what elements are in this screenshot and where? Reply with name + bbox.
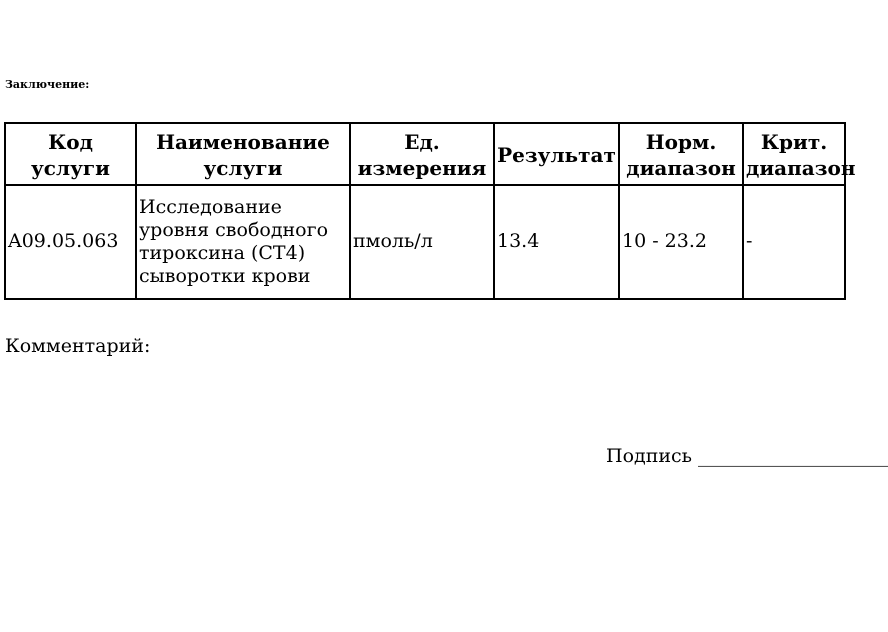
header-unit: Ед. измерения — [350, 123, 494, 185]
conclusion-label: Заключение: — [5, 78, 90, 91]
cell-result: 13.4 — [494, 185, 619, 299]
results-table — [4, 122, 856, 300]
cell-norm-range: 10 - 23.2 — [619, 185, 743, 299]
table-header-row — [5, 123, 845, 185]
header-norm-range: Норм. диапазон — [619, 123, 743, 185]
header-code: Код услуги — [5, 123, 136, 185]
header-crit-range: Крит. диапазон — [743, 123, 845, 185]
comment-label: Комментарий: — [5, 335, 151, 357]
cell-name: Исследование уровня свободного тироксина (СТ4) сыворотки крови — [136, 185, 350, 299]
cell-crit-range: - — [743, 185, 845, 299]
cell-unit: пмоль/л — [350, 185, 494, 299]
header-name: Наименование услуги — [136, 123, 350, 185]
signature-line: Подпись ____________________ — [606, 445, 888, 467]
cell-code: A09.05.063 — [5, 185, 136, 299]
table-row — [5, 185, 845, 299]
header-result: Результат — [494, 123, 619, 185]
